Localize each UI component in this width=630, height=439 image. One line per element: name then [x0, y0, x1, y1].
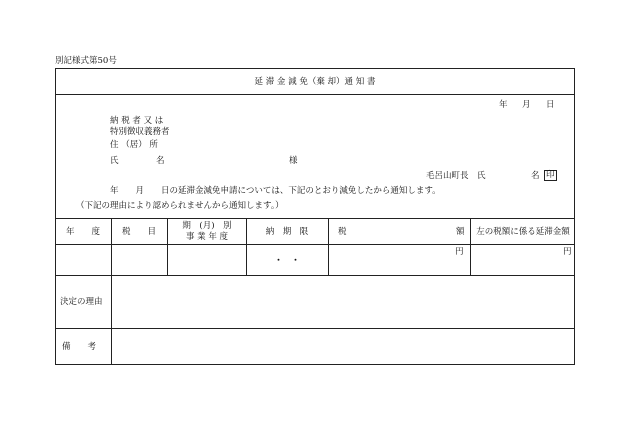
- header-late-fee: 左の税額に係る延滞金額: [476, 227, 570, 237]
- header-tax: 税: [338, 227, 347, 237]
- honorific: 様: [289, 156, 298, 166]
- title-divider: [55, 94, 575, 95]
- due-date-dots: ・ ・: [274, 256, 300, 266]
- header-period-2: 事 業 年 度: [185, 232, 229, 242]
- data-row-bottom-line: [55, 275, 575, 276]
- header-bottom-line: [55, 244, 575, 245]
- col-divider-2: [167, 218, 168, 275]
- notice-frame: [55, 68, 575, 365]
- name-label-2: 名: [156, 156, 165, 166]
- fee-yen-unit: 円: [563, 247, 572, 257]
- taxpayer-label-2: 特別徴収義務者: [110, 127, 170, 137]
- col-divider-1: [111, 218, 112, 365]
- reason-row-bottom-line: [55, 328, 575, 329]
- date-year: 年: [499, 100, 508, 110]
- tax-yen-unit: 円: [455, 247, 464, 257]
- col-divider-4: [328, 218, 329, 275]
- date-day: 日: [546, 100, 555, 110]
- header-year: 年 度: [65, 227, 100, 237]
- col-divider-3: [246, 218, 247, 275]
- issuer-title: 毛呂山町長 氏: [426, 171, 486, 181]
- address-label: 住 （居） 所: [110, 140, 158, 150]
- header-tax-item: 税 目: [121, 227, 156, 237]
- header-period-1: 期 (月) 別: [182, 221, 232, 231]
- taxpayer-label-1: 納 税 者 又 は: [110, 116, 164, 126]
- remarks-label: 備 考: [62, 342, 97, 352]
- form-number: 別記様式第50号: [55, 56, 117, 66]
- issuer-name-char: 名: [531, 171, 540, 181]
- reason-label: 決定の理由: [60, 297, 103, 307]
- col-divider-5: [470, 218, 471, 275]
- seal-mark: 印: [546, 170, 555, 180]
- date-month: 月: [522, 100, 531, 110]
- table-top-line: [55, 218, 575, 219]
- notice-alt-text: （下記の理由により認められませんから通知します。）: [76, 201, 284, 211]
- header-due-date: 納 期 限: [265, 227, 309, 237]
- notice-text: 年 月 日の延滞金減免申請については、下記のとおり減免したから通知します。: [110, 186, 441, 196]
- document-title: 延 滞 金 減 免（棄 却）通 知 書: [254, 77, 376, 87]
- header-amount: 額: [456, 227, 465, 237]
- name-label: 氏: [110, 156, 119, 166]
